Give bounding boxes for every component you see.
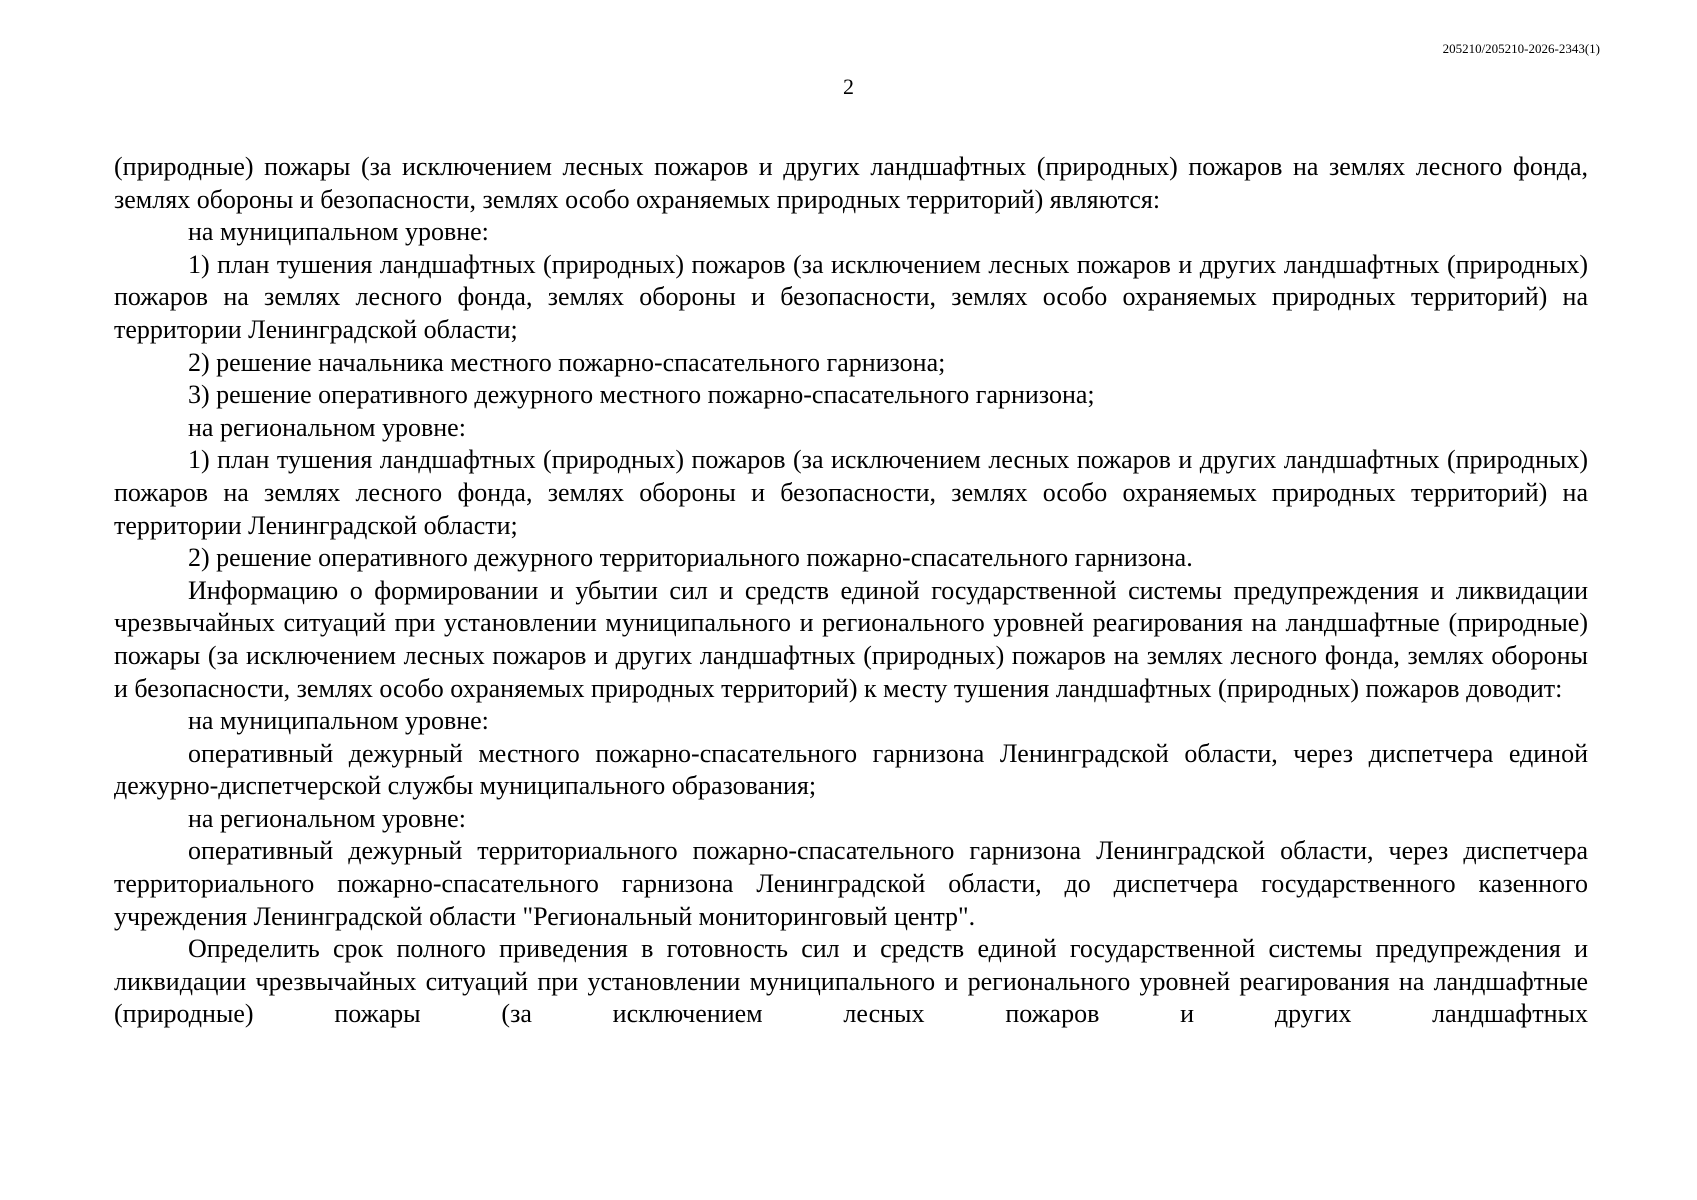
paragraph-regional-level-heading: на региональном уровне:: [188, 412, 466, 442]
page-number: 2: [843, 74, 854, 99]
paragraph-municipal-level-heading: на муниципальном уровне:: [188, 217, 489, 247]
paragraph-municipal-duty-officer: оперативный дежурный местного пожарно-спасательного гарнизона Ленинградской области, через диспетчера единой дежурно-диспетчерской службы муниципального образования;: [114, 738, 1588, 801]
paragraph-regional-item-1: 1) план тушения ландшафтных (природных) пожаров (за исключением лесных пожаров и других ландшафтных (природных) пожаров на землях лесного фонда, землях обороны и безопасности, землях особо охраняемых природных территорий) на территории Ленинградской области;: [114, 445, 1588, 540]
paragraph-regional-level-heading-2: на региональном уровне:: [188, 803, 466, 833]
document-id: 205210/205210-2026-2343(1): [1442, 41, 1600, 56]
paragraph-readiness-deadline: Определить срок полного приведения в готовность сил и средств единой государственной системы предупреждения и ликвидации чрезвычайных ситуаций при установлении муниципального и регионального уровней реагирования на ландшафтные (природные) пожары (за исключением лесных пожаров и других ландшафтных: [114, 934, 1588, 1029]
paragraph-municipal-item-1: 1) план тушения ландшафтных (природных) пожаров (за исключением лесных пожаров и других ландшафтных (природных) пожаров на землях лесного фонда, землях обороны и безопасности, землях особо охраняемых природных территорий) на территории Ленинградской области;: [114, 249, 1588, 344]
paragraph-regional-duty-officer: оперативный дежурный территориального пожарно-спасательного гарнизона Ленинградской области, через диспетчера территориального пожарно-спасательного гарнизона Ленинградской области, до диспетчера государственного казенного учреждения Ленинградской области "Региональный мониторинговый центр".: [114, 836, 1588, 931]
paragraph-municipal-item-3: 3) решение оперативного дежурного местного пожарно-спасательного гарнизона;: [188, 380, 1095, 410]
paragraph-municipal-level-heading-2: на муниципальном уровне:: [188, 706, 489, 736]
paragraph-information-notice: Информацию о формировании и убытии сил и средств единой государственной системы предупреждения и ликвидации чрезвычайных ситуаций при установлении муниципального и регионального уровней реагирования на ландшафтные (природные) пожары (за исключением лесных пожаров и других ландшафтных (природных) пожаров на землях лесного фонда, землях обороны и безопасности, землях особо охраняемых природных территорий) к месту тушения ландшафтных (природных) пожаров доводит:: [114, 575, 1588, 703]
paragraph-continuation: (природные) пожары (за исключением лесных пожаров и других ландшафтных (природных) пожаров на землях лесного фонда, землях обороны и безопасности, землях особо охраняемых природных территорий) являются:: [114, 152, 1588, 214]
document-body: [114, 151, 1588, 1031]
paragraph-municipal-item-2: 2) решение начальника местного пожарно-спасательного гарнизона;: [188, 347, 946, 377]
paragraph-regional-item-2: 2) решение оперативного дежурного территориального пожарно-спасательного гарнизона.: [188, 543, 1193, 573]
